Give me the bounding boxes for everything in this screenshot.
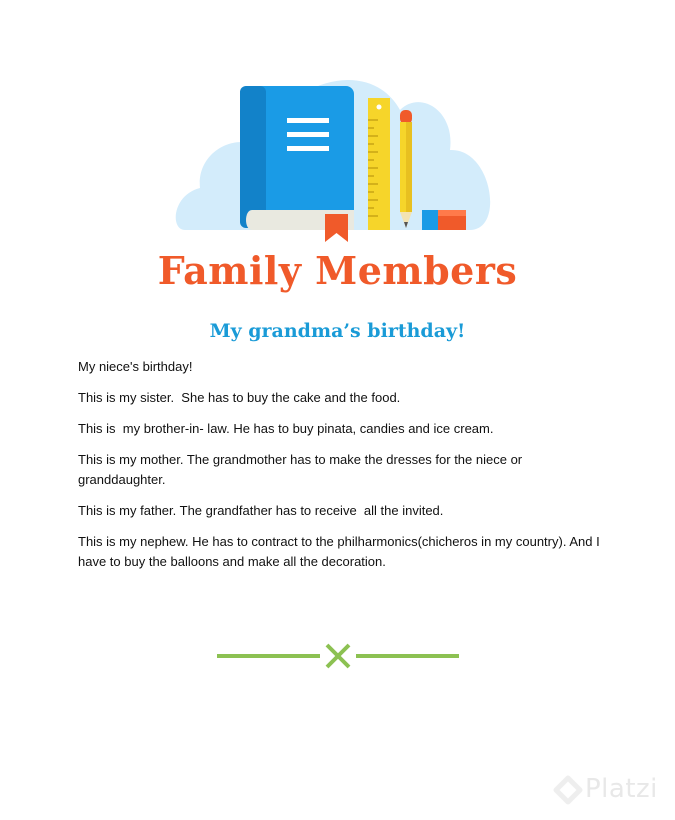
paragraph: My niece's birthday! — [78, 359, 193, 374]
pencil-icon — [400, 110, 412, 228]
page-title: Family Members — [157, 248, 518, 293]
document-body — [78, 357, 608, 583]
x-mark-icon — [216, 640, 460, 674]
header-illustration — [0, 0, 675, 250]
paragraph: This is my mother. The grandmother has to make the dresses for the niece or granddaughter. — [78, 452, 526, 487]
page-subtitle: My grandma’s birthday! — [209, 320, 466, 342]
ruler-icon — [368, 98, 390, 230]
section-divider — [216, 640, 460, 679]
illustration-graphic — [0, 0, 675, 250]
paragraph: This is my sister. She has to buy the cake and the food. — [78, 390, 401, 405]
paragraph: This is my father. The grandfather has to receive all the invited. — [78, 503, 444, 518]
eraser-icon — [422, 210, 466, 230]
bookmark-icon — [325, 214, 348, 242]
paragraph: This is my nephew. He has to contract to the philharmonics(chicheros in my country). And I have to buy the balloons and make all the decoration. — [78, 534, 604, 569]
book-icon — [240, 86, 354, 230]
watermark-text: Platzi — [585, 774, 658, 804]
paragraph: This is my brother-in- law. He has to buy pinata, candies and ice cream. — [78, 421, 494, 436]
platzi-watermark — [550, 770, 675, 814]
platzi-logo-icon — [550, 770, 586, 814]
